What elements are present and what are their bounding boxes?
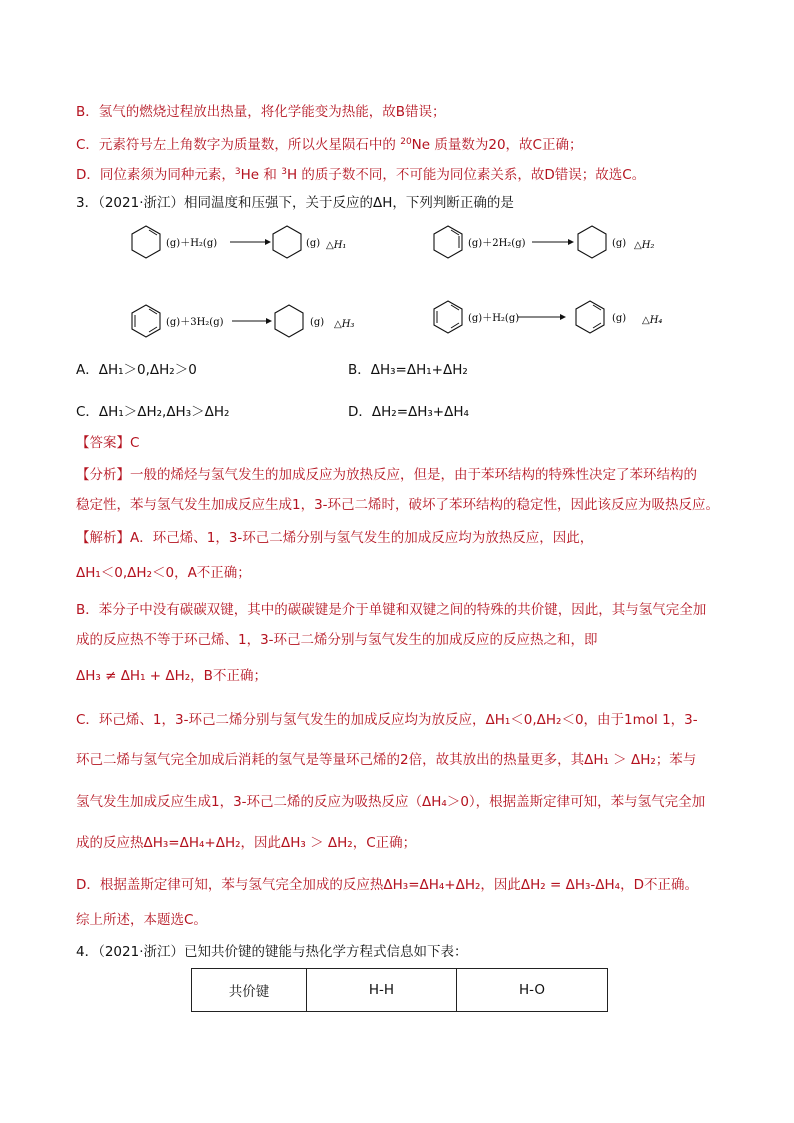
explain-tag: 【解析】 — [76, 530, 130, 546]
text: 和 — [259, 167, 282, 183]
q3-explain-b-line-2: 成的反应热不等于环己烯、1，3-环己二烯分别与氢气发生的加成反应的反应热之和，即 — [76, 632, 598, 648]
q3-option-b: B．ΔH₃=ΔH₁+ΔH₂ — [348, 362, 468, 378]
q3-explain-d: D．根据盖斯定律可知，苯与氢气完全加成的反应热ΔH₃=ΔH₄+ΔH₂，因此ΔH₂ = ΔH₃-ΔH₄，D不正确。 — [76, 877, 698, 893]
reaction-4 — [432, 296, 682, 338]
q4-stem: 4．（2021·浙江）已知共价键的键能与热化学方程式信息如下表： — [76, 944, 468, 960]
table-row — [192, 969, 608, 1012]
q3-option-c: C．ΔH₁＞ΔH₂,ΔH₃＞ΔH₂ — [76, 404, 230, 420]
q3-analysis-line-2: 稳定性，苯与氢气发生加成反应生成1，3-环己二烯时，破坏了苯环结构的稳定性，因此该反应为吸热反应。 — [76, 497, 720, 513]
q3-answer — [76, 433, 139, 453]
q3-explain-c-line-1: C．环己烯、1，3-环己二烯分别与氢气发生的加成反应均为放反应，ΔH₁＜0,ΔH₂＜0，由于1mol 1，3- — [76, 712, 698, 728]
q3-explain-b-line-1: B．苯分子中没有碳碳双键，其中的碳碳键是介于单键和双键之间的特殊的共价键，因此，其与氢气完全加 — [76, 602, 707, 618]
q3-explain-c-line-4: 成的反应热ΔH₃=ΔH₄+ΔH₂，因此ΔH₃ ＞ ΔH₂，C正确； — [76, 835, 417, 851]
reaction-4-right: (g) — [612, 313, 627, 324]
q3-explain-c-line-2: 环己二烯与氢气完全加成后消耗的氢气是等量环己烯的2倍，故其放出的热量更多，其ΔH₁ ＞ ΔH₂；苯与 — [76, 752, 697, 768]
explain-text: A．环己烯、1，3-环己二烯分别与氢气发生的加成反应均为放热反应，因此， — [130, 530, 594, 546]
reaction-3 — [130, 300, 370, 342]
q3-explain-b-line-3: ΔH₃ ≠ ΔH₁ + ΔH₂，B不正确； — [76, 668, 267, 684]
reaction-3-dh: △H₃ — [334, 319, 355, 330]
reaction-2 — [432, 222, 672, 262]
reaction-3-right: (g) — [310, 317, 325, 328]
q2-option-b-explanation: B．氢气的燃烧过程放出热量，将化学能变为热能，故B错误； — [76, 104, 446, 120]
table-header-cell: 共价键 — [192, 969, 307, 1012]
reaction-4-left: (g)＋H₂(g) — [468, 313, 520, 324]
reaction-1-right: (g) — [306, 238, 321, 249]
mass-number: 20 — [400, 137, 412, 147]
element-symbol: H — [286, 167, 298, 183]
reaction-2-right: (g) — [612, 238, 627, 249]
text: C．元素符号左上角数字为质量数，所以火星陨石中的 — [76, 137, 401, 153]
reaction-1-left: (g)＋H₂(g) — [166, 238, 218, 249]
q3-explain-a-line-2: ΔH₁＜0,ΔH₂＜0，A不正确； — [76, 565, 251, 581]
bond-energy-table — [191, 968, 608, 1012]
mass-number: 3 — [281, 167, 287, 177]
reaction-3-left: (g)＋3H₂(g) — [166, 317, 224, 328]
q2-option-d-explanation — [76, 162, 645, 185]
q3-summary: 综上所述，本题选C。 — [76, 912, 207, 928]
text: 质量数为20，故C正确； — [430, 137, 583, 153]
reaction-2-dh: △H₂ — [634, 240, 655, 251]
answer-tag: 【答案】 — [76, 435, 130, 451]
q3-stem: 3．（2021·浙江）相同温度和压强下，关于反应的ΔH，下列判断正确的是 — [76, 195, 514, 211]
analysis-tag: 【分析】 — [76, 467, 130, 483]
text: 的质子数不同，不可能为同位素关系，故D错误；故选C。 — [297, 167, 646, 183]
q3-explain-c-line-3: 氢气发生加成反应生成1，3-环己二烯的反应为吸热反应（ΔH₄＞0），根据盖斯定律可知，苯与氢气完全加 — [76, 794, 706, 810]
table-header-cell: H-O — [457, 969, 608, 1012]
reaction-1-dh: △H₁ — [326, 240, 347, 251]
mass-number: 3 — [234, 167, 241, 177]
analysis-text: 一般的烯烃与氢气发生的加成反应为放热反应，但是，由于苯环结构的特殊性决定了苯环结构的 — [130, 467, 697, 483]
reaction-4-dh: △H₄ — [642, 315, 663, 326]
element-symbol: Ne — [411, 137, 431, 153]
reaction-1 — [130, 222, 370, 262]
q3-explain-a-line-1 — [76, 528, 593, 548]
q3-option-a: A．ΔH₁＞0,ΔH₂＞0 — [76, 362, 197, 378]
answer-value: C — [130, 435, 140, 451]
q3-option-d: D．ΔH₂=ΔH₃+ΔH₄ — [348, 404, 469, 420]
reaction-2-left: (g)＋2H₂(g) — [468, 238, 526, 249]
q2-option-c-explanation — [76, 132, 582, 155]
table-header-cell: H-H — [307, 969, 457, 1012]
text: D．同位素须为同种元素， — [76, 167, 235, 183]
q3-analysis-line-1 — [76, 465, 697, 485]
element-symbol: He — [240, 167, 260, 183]
